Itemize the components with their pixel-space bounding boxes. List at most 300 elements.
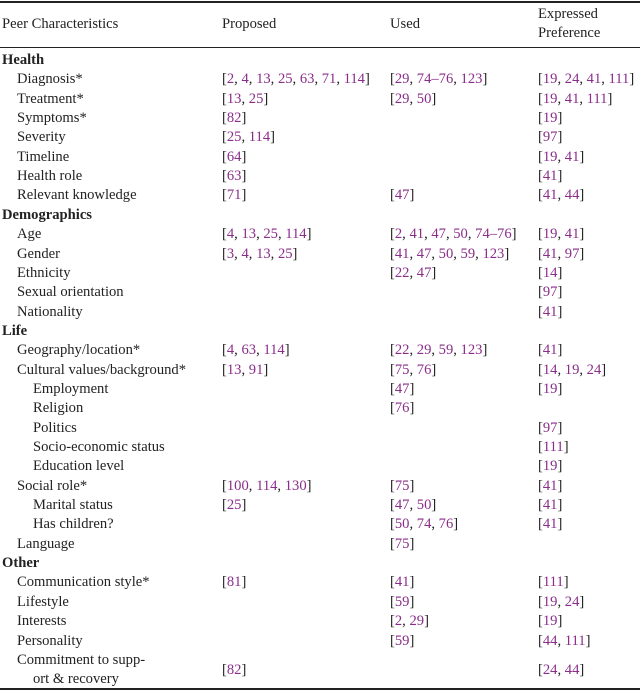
citation-link[interactable]: 24 [586,361,602,378]
separator: , [579,90,587,107]
bracket-close: ] [431,264,437,281]
header-proposed: Proposed [222,16,277,32]
citation-link[interactable]: 47 [394,497,410,514]
bracket-close: ] [409,574,415,591]
preference-citations [538,361,606,380]
table-row [0,264,640,283]
bracket-close: ] [409,477,415,494]
bracket-close: ] [579,148,585,165]
citation-link[interactable]: 29 [394,71,410,88]
bracket-open: [ [538,71,543,88]
bracket-open: [ [538,477,543,494]
citation-link[interactable]: 4 [241,71,249,88]
preference-citations [538,167,562,186]
bracket-open: [ [222,90,227,107]
separator: , [248,477,257,494]
bracket-open: [ [222,497,227,514]
citation-link[interactable]: 19 [542,110,558,127]
separator: , [409,342,417,359]
separator: , [445,226,454,243]
proposed-citations [222,186,246,205]
citation-link[interactable]: 29 [394,90,410,107]
table-row [0,109,640,128]
bracket-open: [ [538,439,543,455]
used-citations [390,535,414,554]
preference-citations [538,90,612,109]
separator: , [557,593,565,610]
citation-link[interactable]: 41 [564,226,580,243]
bracket-close: ] [563,574,569,591]
table-row [0,399,640,418]
proposed-citations [222,341,290,360]
citation-link[interactable]: 47 [416,264,432,281]
preference-citations [538,593,584,612]
citation-link[interactable]: 19 [564,361,580,378]
bracket-open: [ [390,516,395,533]
bracket-open: [ [538,264,543,281]
bracket-open: [ [538,110,543,127]
citation-link[interactable]: 64 [226,148,242,165]
citation-link[interactable]: 100 [226,477,249,494]
bracket-open: [ [390,497,395,514]
table-row [0,186,640,205]
citation-link[interactable]: 25 [277,245,293,262]
citation-link[interactable]: 24 [564,71,580,88]
separator: , [409,71,417,88]
row-label: Health role [17,168,83,185]
separator: , [336,71,344,88]
citation-link[interactable]: 130 [284,477,307,494]
table-row [0,496,640,515]
separator: , [256,226,264,243]
citation-link[interactable]: 50 [453,226,468,243]
bracket-open: [ [390,264,395,281]
row-label: Religion [33,400,84,417]
citation-link[interactable]: 63 [299,71,315,88]
bracket-close: ] [409,535,415,552]
bracket-open: [ [222,187,227,204]
preference-citations [538,128,562,147]
separator: , [402,613,410,630]
citation-link[interactable]: 76 [416,361,432,378]
citation-link[interactable]: 74–76 [416,71,454,88]
citation-link[interactable]: 22 [394,264,410,281]
header-preference: Preference [538,25,601,41]
row-label: Relevant knowledge [17,187,137,204]
separator: , [234,226,242,243]
bracket-close: ] [284,342,290,359]
citation-link[interactable]: 14 [542,264,558,281]
citation-link[interactable]: 13 [226,90,242,107]
row-label: Language [17,535,75,552]
bracket-open: [ [222,148,227,165]
preference-citations [538,661,584,680]
bracket-open: [ [538,90,543,107]
row-label: Socio-economic status [33,439,165,455]
citation-link[interactable]: 111 [542,574,564,591]
citation-link[interactable]: 111 [608,71,630,88]
bracket-open: [ [390,245,395,262]
proposed-citations [222,496,246,515]
citation-link[interactable]: 75 [394,477,410,494]
bracket-open: [ [222,110,227,127]
bracket-close: ] [557,129,563,146]
separator: , [557,661,565,678]
bracket-open: [ [538,168,543,185]
used-citations [390,612,429,631]
citation-link[interactable]: 13 [241,226,257,243]
citation-link[interactable]: 3 [226,245,235,262]
table-row [0,651,640,690]
bracket-close: ] [579,187,585,204]
citation-link[interactable]: 24 [564,593,580,610]
preference-citations [538,283,562,302]
row-label: Cultural values/background* [17,361,187,378]
citation-link[interactable]: 41 [394,574,410,591]
preference-citations [538,264,562,283]
separator: , [270,71,278,88]
citation-link[interactable]: 41 [542,477,558,494]
citation-link[interactable]: 59 [438,342,454,359]
table-row [0,361,640,380]
proposed-citations [222,90,268,109]
separator: , [424,226,432,243]
citation-link[interactable]: 41 [409,226,425,243]
citation-link[interactable]: 19 [542,380,558,397]
bracket-open: [ [222,71,227,88]
preference-citations [538,341,562,360]
bracket-open: [ [390,535,395,552]
row-label: Age [17,226,42,243]
citation-link[interactable]: 25 [248,90,264,107]
citation-link[interactable]: 41 [542,168,558,185]
table-row [0,612,640,631]
separator: , [241,90,249,107]
preference-citations [538,419,562,438]
citation-link[interactable]: 114 [343,71,365,88]
section-row [0,554,640,573]
bracket-close: ] [557,303,563,320]
proposed-citations [222,148,246,167]
separator: , [557,226,565,243]
separator: , [234,71,242,88]
citation-link[interactable]: 41 [542,342,558,359]
separator: , [409,361,417,378]
citation-link[interactable]: 44 [564,661,580,678]
citation-link[interactable]: 74 [416,516,432,533]
citation-link[interactable]: 19 [542,226,558,243]
section-row [0,322,640,341]
separator: , [431,342,439,359]
citation-link[interactable]: 97 [542,129,558,146]
separator: , [453,245,461,262]
citation-link[interactable]: 41 [542,303,558,320]
citation-link[interactable]: 123 [460,342,483,359]
row-label: Timeline [17,148,70,165]
bracket-close: ] [306,226,312,243]
separator: , [409,245,417,262]
citation-link[interactable]: 41 [542,497,558,514]
bracket-open: [ [538,419,543,436]
table-row [0,148,640,167]
bracket-open: [ [222,168,227,185]
citation-link[interactable]: 22 [394,342,410,359]
bracket-close: ] [270,129,275,146]
row-label: Commitment to supp- [17,651,146,668]
citation-link[interactable]: 50 [416,497,432,514]
bracket-open: [ [538,303,543,320]
citation-link[interactable]: 114 [263,342,285,359]
bracket-open: [ [390,400,395,417]
separator: , [402,226,410,243]
bracket-open: [ [222,361,227,378]
separator: , [453,71,461,88]
bracket-open: [ [538,148,543,165]
table-row [0,128,640,147]
citation-link[interactable]: 14 [542,361,558,378]
preference-citations [538,573,569,592]
citation-link[interactable]: 41 [542,516,558,533]
preference-citations [538,303,562,322]
citation-link[interactable]: 41 [564,90,580,107]
used-citations [390,70,487,89]
citation-link[interactable]: 13 [226,361,242,378]
citation-link[interactable]: 74–76 [475,226,512,243]
separator: , [234,342,242,359]
bracket-open: [ [538,613,543,630]
proposed-citations [222,70,370,89]
citation-link[interactable]: 25 [277,71,293,88]
bracket-close: ] [504,245,510,262]
bracket-close: ] [424,613,429,630]
used-citations [390,361,436,380]
citation-link[interactable]: 76 [438,516,454,533]
bracket-open: [ [390,71,395,88]
citation-link[interactable]: 75 [394,361,410,378]
preference-citations [538,245,584,264]
separator: , [241,361,249,378]
table-row [0,283,640,302]
citation-link[interactable]: 19 [542,90,558,107]
top-rule [0,1,640,3]
bracket-open: [ [538,380,543,397]
bracket-open: [ [222,477,227,494]
separator: , [557,90,565,107]
citation-link[interactable]: 59 [394,593,410,610]
bracket-close: ] [409,632,415,649]
citation-link[interactable]: 29 [409,613,425,630]
separator: , [579,361,587,378]
citation-link[interactable]: 123 [460,71,483,88]
separator: , [557,71,565,88]
citation-link[interactable]: 19 [542,71,558,88]
bracket-close: ] [263,361,269,378]
citation-link[interactable]: 71 [321,71,337,88]
bracket-close: ] [241,497,247,514]
separator: , [277,477,285,494]
bracket-close: ] [607,90,613,107]
bracket-close: ] [579,593,585,610]
bracket-close: ] [557,342,563,359]
citation-link[interactable]: 50 [394,516,410,533]
citation-link[interactable]: 91 [248,361,264,378]
bracket-open: [ [222,661,227,678]
citation-link[interactable]: 19 [542,148,558,165]
table-row [0,245,640,264]
citation-link[interactable]: 13 [256,71,271,88]
citation-link[interactable]: 50 [438,245,454,262]
bracket-close: ] [563,439,569,455]
citation-link[interactable]: 76 [394,400,410,417]
citation-link[interactable]: 114 [248,129,271,146]
citation-link[interactable]: 25 [226,497,242,514]
used-citations [390,225,517,244]
used-citations [390,632,414,651]
preference-citations [538,148,584,167]
bracket-close: ] [579,661,585,678]
table-row [0,90,640,109]
citation-link[interactable]: 59 [460,245,476,262]
bracket-open: [ [390,342,395,359]
proposed-citations [222,573,246,592]
citation-link[interactable]: 114 [256,477,278,494]
bracket-open: [ [222,342,227,359]
separator: , [475,245,483,262]
bracket-close: ] [292,245,298,262]
citation-link[interactable]: 81 [226,574,242,591]
section-label: Health [2,52,45,68]
bracket-close: ] [557,497,563,514]
row-label: Personality [17,632,83,649]
proposed-citations [222,128,275,147]
header-used: Used [390,16,420,32]
bracket-open: [ [390,226,395,243]
used-citations [390,186,414,205]
bracket-open: [ [538,574,543,591]
citation-link[interactable]: 4 [226,226,235,243]
citation-link[interactable]: 19 [542,458,558,475]
citation-link[interactable]: 82 [226,110,242,127]
separator: , [601,71,609,88]
citation-link[interactable]: 2 [394,226,403,243]
used-citations [390,496,436,515]
preference-citations [538,380,562,399]
bracket-open: [ [390,361,395,378]
bracket-close: ] [557,613,563,630]
row-label: Diagnosis* [17,71,83,88]
citation-link[interactable]: 44 [564,187,580,204]
citation-link[interactable]: 63 [241,342,257,359]
bracket-close: ] [241,574,247,591]
citation-link[interactable]: 75 [394,535,410,552]
bracket-open: [ [538,226,543,243]
used-citations [390,341,487,360]
citation-link[interactable]: 63 [226,168,242,185]
citation-link[interactable]: 114 [285,226,307,243]
citation-link[interactable]: 111 [564,632,586,649]
proposed-citations [222,167,246,186]
row-label: Geography/location* [17,342,141,359]
citation-link[interactable]: 50 [416,90,432,107]
bracket-close: ] [579,226,585,243]
bracket-close: ] [409,380,415,397]
table-row [0,515,640,534]
used-citations [390,264,436,283]
citation-link[interactable]: 123 [482,245,505,262]
preference-citations [538,632,590,651]
citation-link[interactable]: 41 [564,148,580,165]
separator: , [557,187,565,204]
bracket-close: ] [557,380,563,397]
table-row [0,225,640,244]
header-peer-characteristics: Peer Characteristics [2,16,119,32]
bracket-close: ] [629,71,635,88]
row-label: Education level [33,458,125,475]
table-row [0,593,640,612]
citation-link[interactable]: 111 [586,90,608,107]
citation-link[interactable]: 82 [226,661,242,678]
citation-link[interactable]: 41 [394,245,410,262]
separator: , [409,516,417,533]
bracket-open: [ [538,284,543,301]
table-row [0,167,640,186]
citation-link[interactable]: 71 [226,187,242,204]
bracket-open: [ [390,593,395,610]
bracket-close: ] [409,593,415,610]
bracket-close: ] [557,168,563,185]
citation-link[interactable]: 97 [542,284,558,301]
citation-link[interactable]: 59 [394,632,410,649]
citation-link[interactable]: 111 [542,439,564,455]
citation-link[interactable]: 4 [226,342,235,359]
proposed-citations [222,661,246,680]
citation-link[interactable]: 47 [394,187,410,204]
bracket-open: [ [222,226,227,243]
citation-link[interactable]: 25 [263,226,278,243]
row-label: Severity [17,129,66,146]
row-label: Social role* [17,477,88,494]
citation-link[interactable]: 97 [564,245,580,262]
separator: , [234,245,242,262]
citation-link[interactable]: 2 [226,71,235,88]
citation-link[interactable]: 41 [542,245,558,262]
citation-link[interactable]: 19 [542,613,558,630]
citation-link[interactable]: 47 [416,245,432,262]
citation-link[interactable]: 4 [241,245,249,262]
section-label: Other [2,555,40,572]
citation-link[interactable]: 97 [542,419,558,436]
citation-link[interactable]: 25 [226,129,242,146]
citation-link[interactable]: 47 [431,226,446,243]
bracket-close: ] [241,110,247,127]
separator: , [557,245,565,262]
citation-link[interactable]: 47 [394,380,410,397]
citation-link[interactable]: 41 [586,71,602,88]
bracket-open: [ [222,245,227,262]
section-row [0,206,640,225]
citation-link[interactable]: 41 [542,187,558,204]
separator: , [409,497,417,514]
citation-link[interactable]: 44 [542,632,558,649]
bracket-open: [ [538,245,543,262]
citation-link[interactable]: 13 [256,245,271,262]
bracket-close: ] [557,419,563,436]
citation-link[interactable]: 19 [542,593,558,610]
citation-link[interactable]: 24 [542,661,558,678]
citation-link[interactable]: 2 [394,613,403,630]
bracket-open: [ [538,187,543,204]
citation-link[interactable]: 29 [416,342,432,359]
